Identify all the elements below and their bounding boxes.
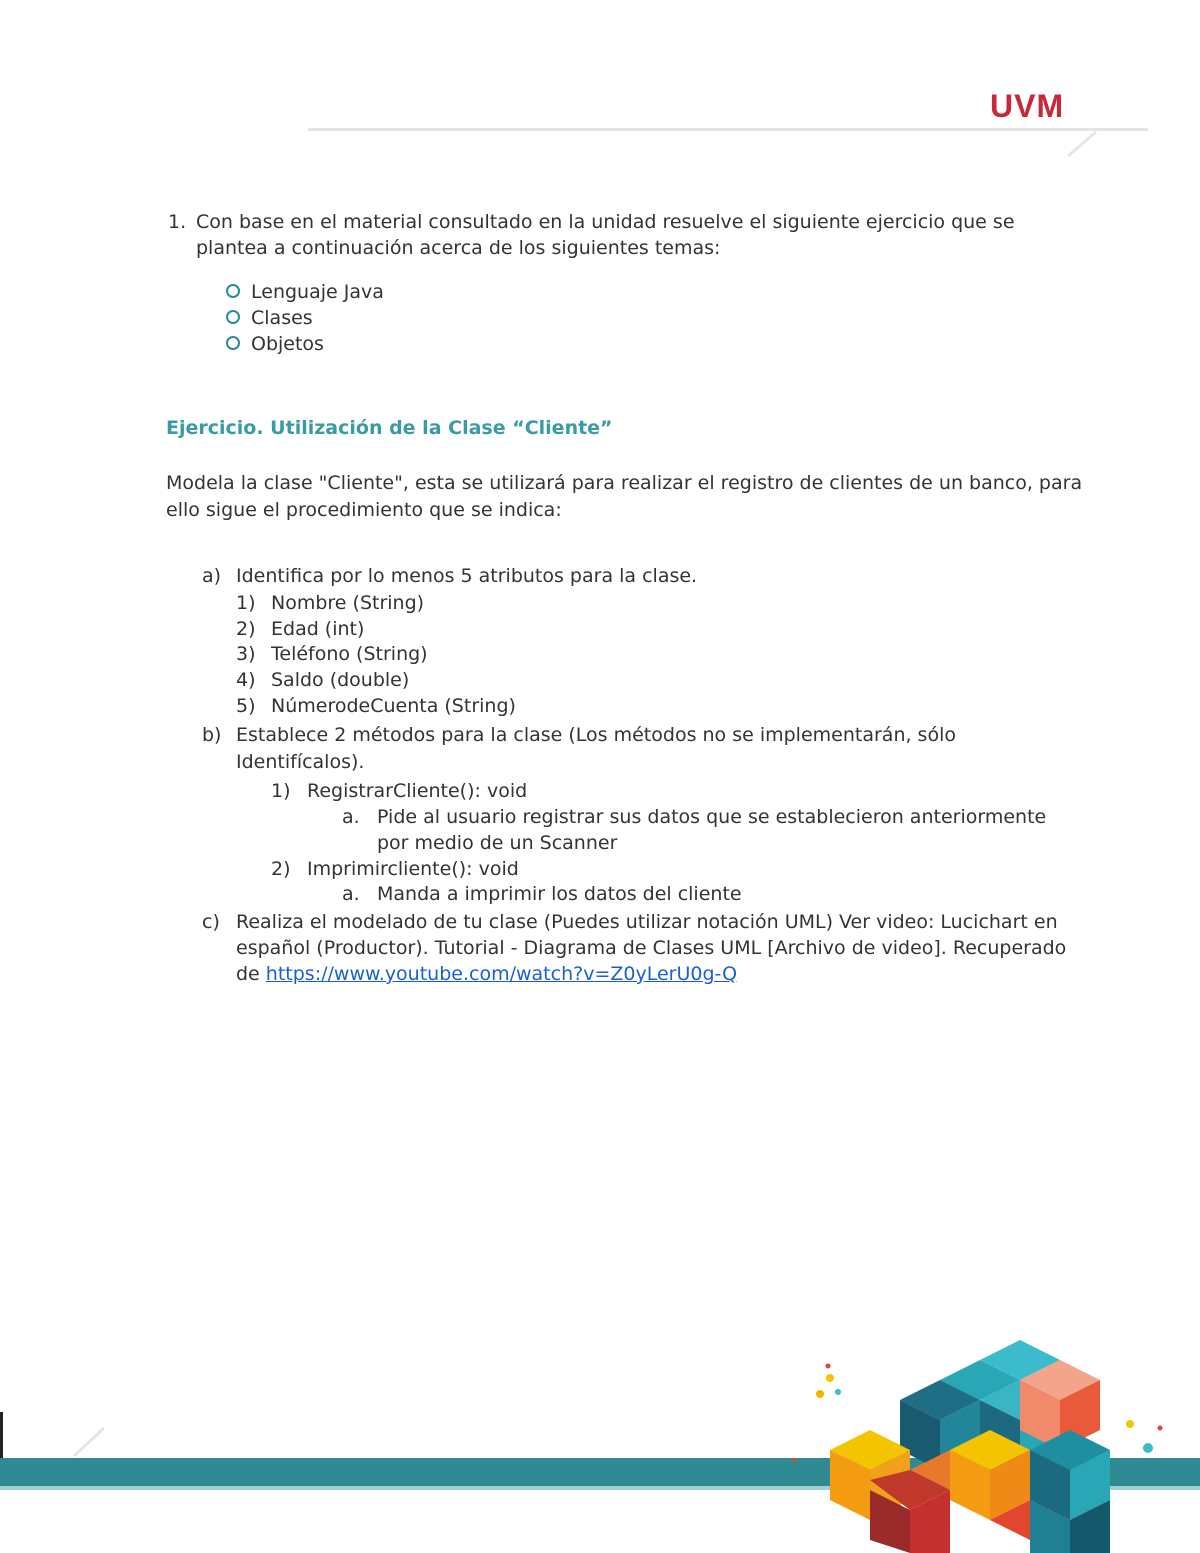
method-marker: 2)	[271, 858, 291, 880]
intro-line-1: Con base en el material consultado en la unidad resuelve el siguiente ejercicio que se	[196, 211, 1015, 233]
topic-item: Objetos	[251, 333, 324, 355]
method-sub-line-1: Pide al usuario registrar sus datos que se establecieron anteriormente	[377, 806, 1047, 828]
item-b-line-2: Identifícalos).	[236, 751, 365, 773]
attr-marker: 3)	[236, 643, 256, 665]
item-b-marker: b)	[202, 724, 222, 746]
item-c-line-3-prefix: de	[236, 963, 266, 985]
youtube-link[interactable]: https://www.youtube.com/watch?v=Z0yLerU0g-Q	[265, 963, 738, 985]
header-divider	[308, 128, 1148, 131]
intro-number: 1.	[168, 211, 187, 233]
method-sub-marker: a.	[342, 806, 360, 828]
item-a-text: Identifica por lo menos 5 atributos para la clase.	[236, 565, 698, 587]
topic-item: Lenguaje Java	[251, 281, 384, 303]
exercise-desc-line-2: ello sigue el procedimiento que se indica:	[166, 499, 562, 521]
attr-text: NúmerodeCuenta (String)	[271, 695, 516, 717]
attr-marker: 4)	[236, 669, 256, 691]
item-b-line-1: Establece 2 métodos para la clase (Los métodos no se implementarán, sólo	[236, 724, 956, 746]
item-c-line-3	[236, 961, 737, 987]
bullet-circle-icon	[226, 284, 240, 298]
method-marker: 1)	[271, 780, 291, 802]
attr-text: Nombre (String)	[271, 592, 425, 614]
attr-text: Edad (int)	[271, 618, 365, 640]
item-c-marker: c)	[202, 911, 220, 933]
method-sub-line-1: Manda a imprimir los datos del cliente	[377, 883, 742, 905]
exercise-desc-line-1: Modela la clase "Cliente", esta se utilizará para realizar el registro de clientes de un banco, para	[166, 472, 1083, 494]
attr-text: Saldo (double)	[271, 669, 410, 691]
exercise-heading: Ejercicio. Utilización de la Clase “Cliente”	[166, 417, 613, 439]
attr-text: Teléfono (String)	[271, 643, 428, 665]
method-sub-marker: a.	[342, 883, 360, 905]
attr-marker: 5)	[236, 695, 256, 717]
method-text: RegistrarCliente(): void	[307, 780, 528, 802]
item-c-line-2: español (Productor). Tutorial - Diagrama de Clases UML [Archivo de video]. Recuperado	[236, 937, 1067, 959]
bullet-circle-icon	[226, 310, 240, 324]
footer-slash-decoration	[70, 1424, 110, 1460]
attr-marker: 1)	[236, 592, 256, 614]
intro-line-2: plantea a continuación acerca de los siguientes temas:	[196, 237, 721, 259]
attr-marker: 2)	[236, 618, 256, 640]
item-c-line-1: Realiza el modelado de tu clase (Puedes utilizar notación UML) Ver video: Lucichart en	[236, 911, 1058, 933]
method-text: Imprimircliente(): void	[307, 858, 519, 880]
topic-item: Clases	[251, 307, 313, 329]
bullet-circle-icon	[226, 336, 240, 350]
item-a-marker: a)	[202, 565, 222, 587]
method-sub-line-2: por medio de un Scanner	[377, 832, 618, 854]
uvm-logo: UVM	[990, 88, 1065, 124]
header-slash-decoration	[1064, 130, 1100, 160]
cube-mosaic-decoration	[790, 1330, 1190, 1553]
